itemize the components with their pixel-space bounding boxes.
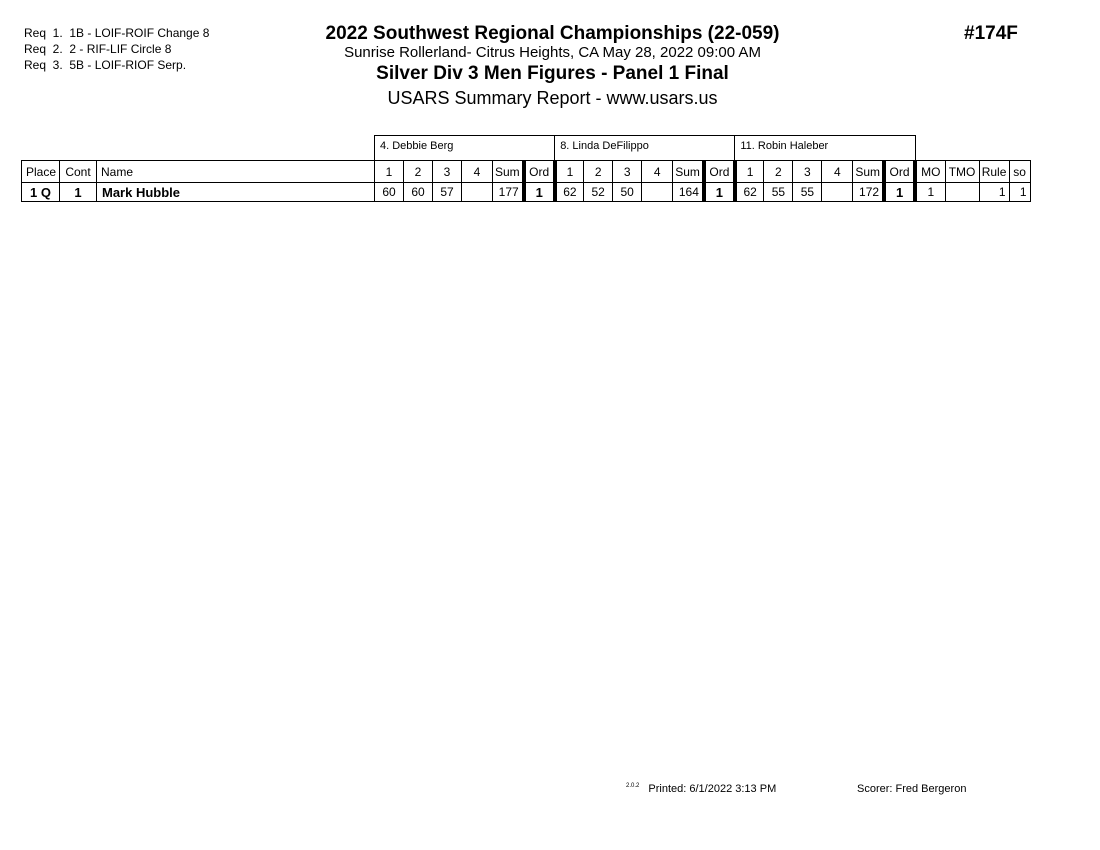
j1-score-1: 60 (375, 183, 404, 202)
so-cell: 1 (1009, 183, 1030, 202)
j3-ord: 1 (884, 183, 915, 202)
place-cell: 1 Q (22, 183, 60, 202)
j3-score-2: 55 (764, 183, 793, 202)
j3-score-3: 55 (793, 183, 822, 202)
col-j2-score-3: 3 (613, 161, 642, 183)
col-j3-ord: Ord (884, 161, 915, 183)
competition-title: 2022 Southwest Regional Championships (22-059) (325, 23, 780, 44)
skater-name: Mark Hubble (97, 183, 375, 202)
event-number: #174F (964, 23, 1018, 44)
j3-sum: 172 (853, 183, 884, 202)
tmo-cell (945, 183, 979, 202)
software-version: 2.0.2 (626, 783, 640, 789)
j2-score-1: 62 (555, 183, 584, 202)
col-j1-score-4: 4 (462, 161, 493, 183)
judge-1-header: 4. Debbie Berg (375, 136, 555, 161)
column-header-row (22, 161, 1031, 183)
results-table (21, 135, 1031, 202)
requirement-1: Req 1. 1B - LOIF-ROIF Change 8 (24, 26, 210, 40)
col-rule: Rule (979, 161, 1009, 183)
col-name: Name (97, 161, 375, 183)
col-place: Place (22, 161, 60, 183)
j2-ord: 1 (704, 183, 735, 202)
col-j2-score-1: 1 (555, 161, 584, 183)
j2-score-3: 50 (613, 183, 642, 202)
j1-score-3: 57 (433, 183, 462, 202)
j2-score-2: 52 (584, 183, 613, 202)
requirement-3: Req 3. 5B - LOIF-RIOF Serp. (24, 58, 187, 72)
judges-row (22, 136, 1031, 161)
col-j3-score-4: 4 (822, 161, 853, 183)
cont-cell: 1 (60, 183, 97, 202)
j1-sum: 177 (493, 183, 524, 202)
j1-score-4 (462, 183, 493, 202)
report-name: USARS Summary Report - www.usars.us (387, 88, 718, 108)
event-title: Silver Div 3 Men Figures - Panel 1 Final (376, 63, 729, 84)
printed-text: Printed: 6/1/2022 3:13 PM (648, 783, 777, 795)
col-j2-ord: Ord (704, 161, 735, 183)
judge-2-header: 8. Linda DeFilippo (555, 136, 735, 161)
report-header (280, 22, 825, 110)
venue-date: Sunrise Rollerland- Citrus Heights, CA May 28, 2022 09:00 AM (344, 44, 761, 61)
col-j2-score-2: 2 (584, 161, 613, 183)
j1-score-2: 60 (404, 183, 433, 202)
table-row (22, 183, 1031, 202)
col-j1-score-1: 1 (375, 161, 404, 183)
mo-cell: 1 (915, 183, 945, 202)
printed-timestamp (626, 783, 776, 795)
col-mo: MO (915, 161, 945, 183)
judge-3-header: 11. Robin Haleber (735, 136, 915, 161)
col-tmo: TMO (945, 161, 979, 183)
j2-score-4 (642, 183, 673, 202)
j1-ord: 1 (524, 183, 555, 202)
col-j1-ord: Ord (524, 161, 555, 183)
rule-cell: 1 (979, 183, 1009, 202)
requirement-2: Req 2. 2 - RIF-LIF Circle 8 (24, 42, 172, 56)
j2-sum: 164 (673, 183, 704, 202)
col-j3-sum: Sum (853, 161, 884, 183)
col-j1-score-2: 2 (404, 161, 433, 183)
col-j1-score-3: 3 (433, 161, 462, 183)
col-j3-score-2: 2 (764, 161, 793, 183)
col-j2-score-4: 4 (642, 161, 673, 183)
col-cont: Cont (60, 161, 97, 183)
scorer-name: Scorer: Fred Bergeron (857, 783, 967, 795)
col-j3-score-1: 1 (735, 161, 764, 183)
col-so: so (1009, 161, 1030, 183)
j3-score-4 (822, 183, 853, 202)
col-j1-sum: Sum (493, 161, 524, 183)
col-j2-sum: Sum (673, 161, 704, 183)
col-j3-score-3: 3 (793, 161, 822, 183)
j3-score-1: 62 (735, 183, 764, 202)
requirements-list (24, 25, 209, 73)
